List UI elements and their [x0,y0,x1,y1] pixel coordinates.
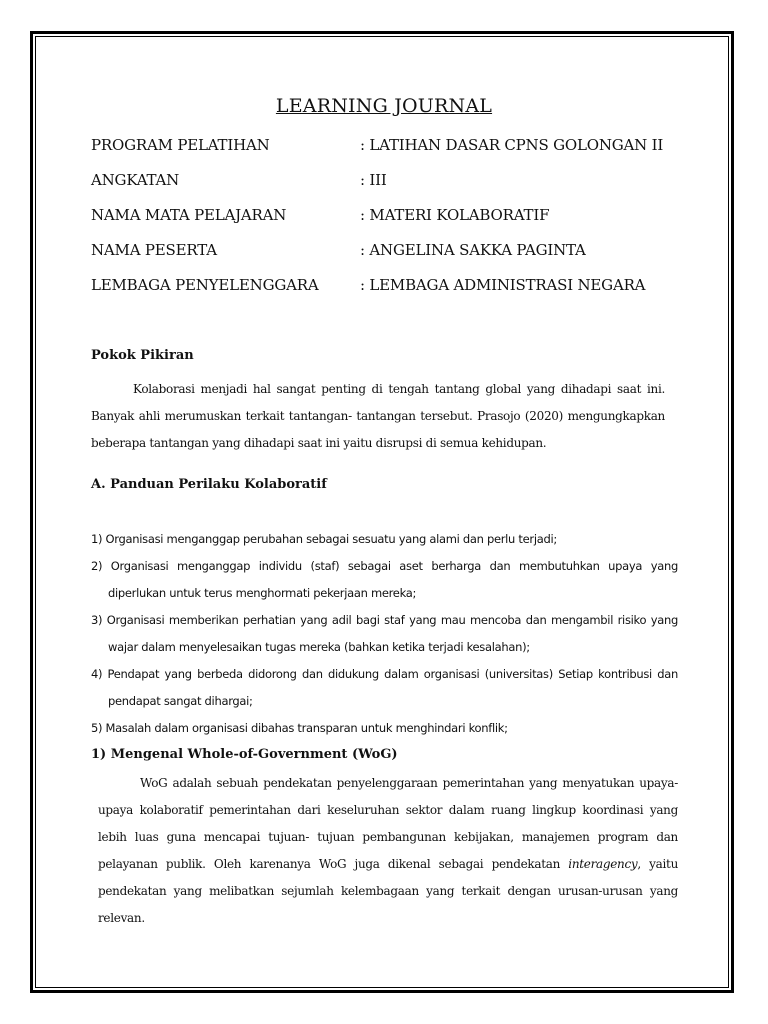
list-item: 3) Organisasi memberikan perhatian yang adil bagi staf yang mau mencoba dan mengambil risiko yang wajar dalam menyelesaikan tugas mereka (bahkan ketika terjadi kesalahan); [91,613,678,654]
list-item: 2) Organisasi menganggap individu (staf) sebagai aset berharga dan membutuhkan upaya yang diperlukan untuk terus menghormati pekerjaan mereka; [91,559,678,600]
wog-text-italic: interagency [568,857,638,871]
info-value-peserta: : ANGELINA SAKKA PAGINTA [360,241,586,259]
list-item: 5) Masalah dalam organisasi dibahas transparan untuk menghindari konflik; [91,721,508,735]
section-a-heading: A. Panduan Perilaku Kolaboratif [91,477,327,492]
document-title: LEARNING JOURNAL [275,95,493,117]
pokok-pikiran-paragraph [91,376,665,457]
pokok-pikiran-text: Kolaborasi menjadi hal sangat penting di tengah tantang global yang dihadapi saat ini. Banyak ahli merumuskan terkait tantangan- tantangan tersebut. Prasojo (2020) mengungkapkan beberapa tantangan yang dihadapi saat ini yaitu disrupsi di semua kehidupan. [91,382,665,450]
wog-paragraph [98,770,678,932]
info-label-mata-pelajaran: NAMA MATA PELAJARAN [91,206,287,224]
info-label-program: PROGRAM PELATIHAN [91,136,270,154]
info-value-angkatan: : III [360,171,387,189]
pokok-pikiran-heading: Pokok Pikiran [91,348,194,363]
list-item: 1) Organisasi menganggap perubahan sebagai sesuatu yang alami dan perlu terjadi; [91,532,557,546]
info-label-lembaga: LEMBAGA PENYELENGGARA [91,276,319,294]
info-label-peserta: NAMA PESERTA [91,241,217,259]
info-value-program: : LATIHAN DASAR CPNS GOLONGAN II [360,136,664,154]
wog-text-after: , yaitu pendekatan yang melibatkan sejumlah kelembagaan yang terkait dengan urusan-urusan yang relevan. [98,857,678,925]
info-value-mata-pelajaran: : MATERI KOLABORATIF [360,206,550,224]
wog-heading: 1) Mengenal Whole-of-Government (WoG) [91,747,398,762]
list-item: 4) Pendapat yang berbeda didorong dan didukung dalam organisasi (universitas) Setiap kontribusi dan pendapat sangat dihargai; [91,667,678,708]
behavior-list [91,526,678,742]
info-value-lembaga: : LEMBAGA ADMINISTRASI NEGARA [360,276,646,294]
wog-text-before: WoG adalah sebuah pendekatan penyelenggaraan pemerintahan yang menyatukan upaya-upaya kolaboratif pemerintahan dari keseluruhan sektor dalam ruang lingkup koordinasi yang lebih luas guna mencapai tujuan- tujuan pembangunan kebijakan, manajemen program dan pelayanan publik. Oleh karenanya WoG juga dikenal sebagai pendekatan [98,776,678,871]
info-label-angkatan: ANGKATAN [91,171,180,189]
